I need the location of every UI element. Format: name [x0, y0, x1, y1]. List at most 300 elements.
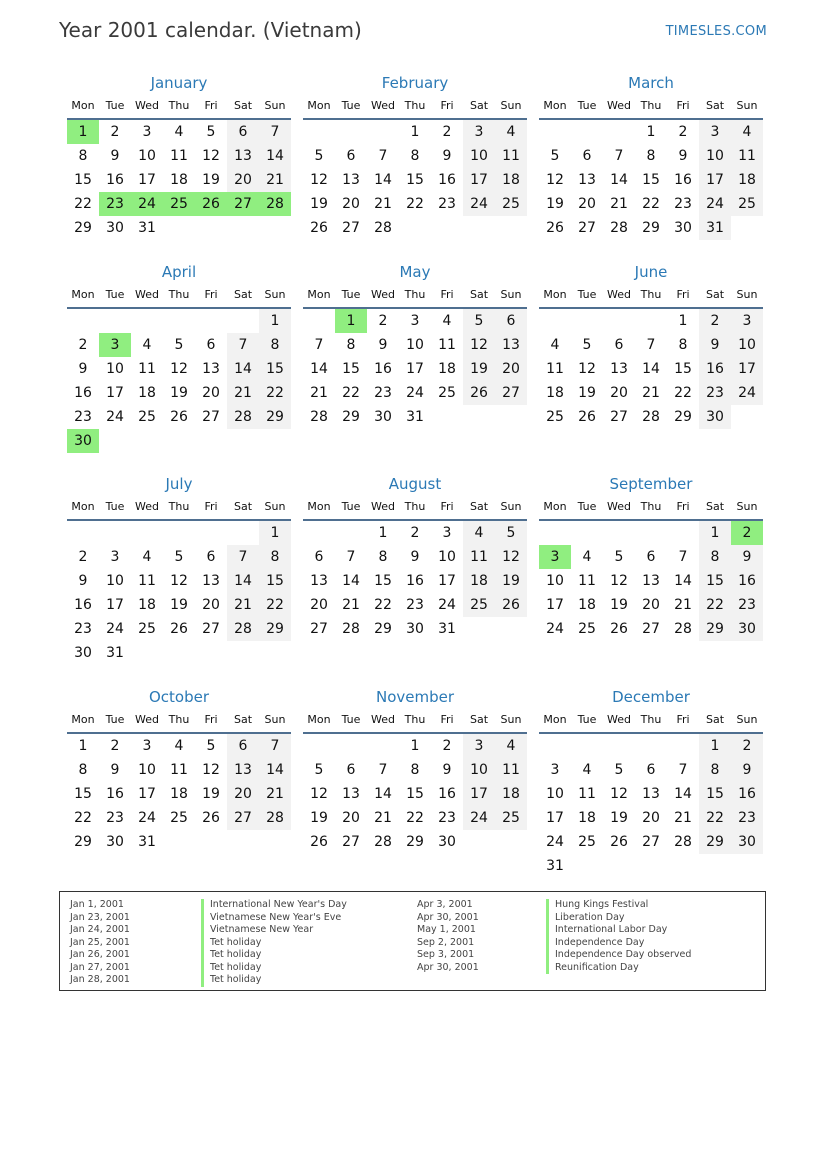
day-cell: 17 — [106, 597, 124, 613]
weekday-label: Mon — [307, 500, 331, 513]
weekday-label: Fri — [676, 500, 690, 513]
day-cell: 14 — [310, 361, 328, 377]
month-may — [303, 261, 527, 429]
weekday-label: Fri — [440, 500, 454, 513]
day-cell: 3 — [142, 738, 152, 754]
day-cell: 17 — [463, 168, 495, 192]
month-october — [67, 686, 291, 854]
day-cell: 13 — [495, 333, 527, 357]
day-cell: 24 — [106, 621, 124, 637]
month-december — [539, 686, 763, 878]
days-grid — [539, 309, 763, 429]
holiday-day-cell: 24 — [131, 192, 163, 216]
day-cell: 27 — [342, 220, 360, 236]
day-cell: 18 — [578, 597, 596, 613]
weekday-label: Wed — [607, 713, 631, 726]
holiday-date: Apr 3, 2001 — [417, 899, 473, 910]
day-cell: 3 — [699, 120, 731, 144]
empty-cell — [163, 521, 195, 545]
weekday-label: Tue — [341, 500, 361, 513]
day-cell: 17 — [138, 786, 156, 802]
weekday-label: Sat — [469, 500, 489, 513]
day-cell: 27 — [642, 621, 660, 637]
weekday-label: Sun — [264, 713, 286, 726]
day-cell: 26 — [310, 220, 328, 236]
day-cell: 28 — [374, 220, 392, 236]
empty-cell — [571, 521, 603, 545]
month-name: March — [628, 74, 674, 92]
day-cell: 12 — [202, 148, 220, 164]
day-cell: 9 — [410, 549, 420, 565]
empty-cell — [335, 734, 367, 758]
weekday-label: Sun — [264, 288, 286, 301]
day-cell: 14 — [227, 569, 259, 593]
weekday-header — [67, 283, 291, 309]
month-march — [539, 72, 763, 240]
weekday-label: Sat — [705, 99, 725, 112]
day-cell: 22 — [374, 597, 392, 613]
day-cell: 18 — [495, 168, 527, 192]
weekday-label: Sat — [469, 99, 489, 112]
empty-cell — [303, 734, 335, 758]
day-cell: 7 — [678, 762, 688, 778]
weekday-label: Tue — [341, 288, 361, 301]
weekday-label: Wed — [607, 99, 631, 112]
empty-cell — [163, 309, 195, 333]
day-cell: 14 — [227, 357, 259, 381]
weekday-label: Thu — [640, 288, 662, 301]
day-cell: 11 — [578, 573, 596, 589]
day-cell: 17 — [438, 573, 456, 589]
day-cell: 6 — [495, 309, 527, 333]
month-name: June — [634, 263, 668, 281]
holiday-date: May 1, 2001 — [417, 924, 476, 935]
day-cell: 22 — [259, 381, 291, 405]
day-cell: 26 — [578, 409, 596, 425]
day-cell: 19 — [202, 786, 220, 802]
day-cell: 3 — [731, 309, 763, 333]
day-cell: 26 — [463, 381, 495, 405]
day-cell: 20 — [202, 385, 220, 401]
weekday-label: Thu — [404, 288, 426, 301]
weekday-label: Wed — [135, 500, 159, 513]
day-cell: 31 — [699, 216, 731, 240]
day-cell: 1 — [410, 124, 420, 140]
empty-cell — [667, 521, 699, 545]
day-cell: 25 — [138, 409, 156, 425]
day-cell: 11 — [731, 144, 763, 168]
day-cell: 21 — [259, 168, 291, 192]
weekday-header — [303, 708, 527, 734]
weekday-label: Sun — [500, 500, 522, 513]
days-grid — [67, 521, 291, 665]
day-cell: 13 — [202, 361, 220, 377]
day-cell: 2 — [731, 734, 763, 758]
day-cell: 15 — [342, 361, 360, 377]
day-cell: 13 — [642, 573, 660, 589]
weekday-header — [539, 94, 763, 120]
day-cell: 14 — [374, 786, 392, 802]
day-cell: 16 — [674, 172, 692, 188]
day-cell: 24 — [106, 409, 124, 425]
day-cell: 21 — [674, 810, 692, 826]
day-cell: 5 — [314, 762, 324, 778]
day-cell: 6 — [314, 549, 324, 565]
empty-cell — [539, 309, 571, 333]
day-cell: 2 — [110, 124, 120, 140]
day-cell: 12 — [310, 786, 328, 802]
weekday-label: Mon — [71, 713, 95, 726]
day-cell: 27 — [310, 621, 328, 637]
holiday-name: Reunification Day — [546, 962, 691, 975]
weekday-label: Tue — [341, 713, 361, 726]
weekday-label: Mon — [543, 288, 567, 301]
weekday-label: Sun — [500, 713, 522, 726]
day-cell: 1 — [678, 313, 688, 329]
weekday-label: Tue — [105, 500, 125, 513]
month-august — [303, 473, 527, 641]
empty-cell — [571, 734, 603, 758]
day-cell: 1 — [259, 521, 291, 545]
weekday-label: Sun — [264, 500, 286, 513]
empty-cell — [67, 309, 99, 333]
holiday-name: Tet holiday — [201, 937, 347, 950]
day-cell: 24 — [546, 621, 564, 637]
day-cell: 28 — [310, 409, 328, 425]
day-cell: 21 — [310, 385, 328, 401]
day-cell: 29 — [74, 220, 92, 236]
day-cell: 13 — [610, 361, 628, 377]
day-cell: 15 — [259, 569, 291, 593]
weekday-label: Thu — [168, 99, 190, 112]
day-cell: 10 — [731, 333, 763, 357]
weekday-label: Sat — [233, 713, 253, 726]
day-cell: 18 — [170, 172, 188, 188]
weekday-label: Wed — [135, 288, 159, 301]
day-cell: 3 — [410, 313, 420, 329]
day-cell: 8 — [410, 762, 420, 778]
month-february — [303, 72, 527, 240]
days-grid — [303, 734, 527, 854]
day-cell: 20 — [642, 810, 660, 826]
day-cell: 28 — [674, 621, 692, 637]
day-cell: 1 — [378, 525, 388, 541]
holidays-legend — [59, 891, 766, 991]
empty-cell — [227, 309, 259, 333]
day-cell: 20 — [495, 357, 527, 381]
day-cell: 10 — [463, 758, 495, 782]
day-cell: 1 — [78, 738, 88, 754]
day-cell: 9 — [699, 333, 731, 357]
weekday-label: Wed — [371, 99, 395, 112]
weekday-label: Wed — [371, 500, 395, 513]
day-cell: 23 — [731, 593, 763, 617]
day-cell: 1 — [699, 734, 731, 758]
day-cell: 11 — [578, 786, 596, 802]
day-cell: 1 — [646, 124, 656, 140]
holiday-dates-column — [417, 899, 479, 974]
day-cell: 22 — [259, 593, 291, 617]
empty-cell — [603, 309, 635, 333]
day-cell: 11 — [495, 758, 527, 782]
month-name: February — [381, 74, 449, 92]
day-cell: 16 — [106, 172, 124, 188]
holiday-day-cell: 28 — [259, 192, 291, 216]
day-cell: 4 — [582, 549, 592, 565]
day-cell: 6 — [206, 337, 216, 353]
day-cell: 23 — [106, 810, 124, 826]
day-cell: 10 — [406, 337, 424, 353]
day-cell: 21 — [227, 381, 259, 405]
weekday-label: Sat — [705, 500, 725, 513]
day-cell: 11 — [138, 361, 156, 377]
day-cell: 29 — [74, 834, 92, 850]
weekday-label: Thu — [404, 99, 426, 112]
weekday-label: Thu — [168, 500, 190, 513]
weekday-header — [303, 495, 527, 521]
day-cell: 15 — [674, 361, 692, 377]
day-cell: 29 — [642, 220, 660, 236]
day-cell: 27 — [227, 806, 259, 830]
holiday-date: Apr 30, 2001 — [417, 911, 479, 923]
day-cell: 22 — [674, 385, 692, 401]
day-cell: 24 — [731, 381, 763, 405]
day-cell: 4 — [442, 313, 452, 329]
day-cell: 17 — [406, 361, 424, 377]
holiday-name: Vietnamese New Year — [201, 924, 347, 937]
day-cell: 5 — [550, 148, 560, 164]
day-cell: 21 — [342, 597, 360, 613]
weekday-label: Wed — [135, 99, 159, 112]
month-january — [67, 72, 291, 240]
day-cell: 13 — [578, 172, 596, 188]
day-cell: 19 — [495, 569, 527, 593]
day-cell: 23 — [406, 597, 424, 613]
day-cell: 4 — [582, 762, 592, 778]
weekday-label: Thu — [640, 713, 662, 726]
weekday-label: Fri — [440, 99, 454, 112]
month-name: November — [375, 688, 455, 706]
weekday-label: Mon — [71, 500, 95, 513]
day-cell: 12 — [463, 333, 495, 357]
weekday-header — [303, 283, 527, 309]
day-cell: 23 — [699, 381, 731, 405]
day-cell: 15 — [259, 357, 291, 381]
day-cell: 23 — [374, 385, 392, 401]
day-cell: 11 — [438, 337, 456, 353]
weekday-label: Mon — [307, 288, 331, 301]
weekday-label: Fri — [440, 713, 454, 726]
day-cell: 21 — [642, 385, 660, 401]
holiday-name: International New Year's Day — [201, 899, 347, 912]
day-cell: 25 — [463, 593, 495, 617]
day-cell: 20 — [227, 168, 259, 192]
weekday-label: Mon — [543, 500, 567, 513]
day-cell: 13 — [202, 573, 220, 589]
holiday-day-cell: 3 — [99, 333, 131, 357]
day-cell: 16 — [374, 361, 392, 377]
day-cell: 6 — [646, 762, 656, 778]
day-cell: 19 — [610, 597, 628, 613]
day-cell: 11 — [463, 545, 495, 569]
day-cell: 22 — [406, 196, 424, 212]
day-cell: 20 — [342, 810, 360, 826]
day-cell: 10 — [106, 361, 124, 377]
day-cell: 2 — [378, 313, 388, 329]
day-cell: 19 — [578, 385, 596, 401]
day-cell: 31 — [138, 834, 156, 850]
weekday-label: Tue — [341, 99, 361, 112]
holiday-date: Jan 23, 2001 — [70, 911, 130, 923]
day-cell: 30 — [106, 834, 124, 850]
day-cell: 27 — [495, 381, 527, 405]
day-cell: 20 — [610, 385, 628, 401]
day-cell: 4 — [174, 738, 184, 754]
month-name: December — [612, 688, 690, 706]
day-cell: 22 — [74, 196, 92, 212]
day-cell: 12 — [546, 172, 564, 188]
weekday-label: Sun — [736, 500, 758, 513]
day-cell: 5 — [582, 337, 592, 353]
day-cell: 31 — [106, 645, 124, 661]
day-cell: 9 — [442, 762, 452, 778]
day-cell: 26 — [610, 621, 628, 637]
weekday-label: Fri — [676, 99, 690, 112]
day-cell: 23 — [674, 196, 692, 212]
day-cell: 12 — [170, 573, 188, 589]
day-cell: 2 — [442, 124, 452, 140]
day-cell: 28 — [610, 220, 628, 236]
day-cell: 7 — [259, 120, 291, 144]
day-cell: 17 — [731, 357, 763, 381]
day-cell: 31 — [406, 409, 424, 425]
day-cell: 25 — [578, 834, 596, 850]
day-cell: 28 — [227, 617, 259, 641]
weekday-label: Sun — [500, 288, 522, 301]
day-cell: 24 — [546, 834, 564, 850]
empty-cell — [303, 120, 335, 144]
day-cell: 25 — [495, 192, 527, 216]
day-cell: 8 — [259, 545, 291, 569]
day-cell: 30 — [74, 645, 92, 661]
weekday-label: Fri — [440, 288, 454, 301]
day-cell: 10 — [106, 573, 124, 589]
day-cell: 7 — [678, 549, 688, 565]
day-cell: 18 — [731, 168, 763, 192]
page-title: Year 2001 calendar. (Vietnam) — [59, 18, 362, 42]
day-cell: 25 — [438, 385, 456, 401]
day-cell: 9 — [442, 148, 452, 164]
day-cell: 15 — [642, 172, 660, 188]
empty-cell — [99, 309, 131, 333]
day-cell: 4 — [495, 734, 527, 758]
day-cell: 28 — [374, 834, 392, 850]
day-cell: 18 — [138, 597, 156, 613]
day-cell: 8 — [346, 337, 356, 353]
weekday-label: Fri — [676, 288, 690, 301]
days-grid — [303, 521, 527, 641]
day-cell: 9 — [78, 573, 88, 589]
day-cell: 20 — [310, 597, 328, 613]
empty-cell — [539, 734, 571, 758]
day-cell: 29 — [699, 617, 731, 641]
day-cell: 8 — [699, 545, 731, 569]
day-cell: 22 — [406, 810, 424, 826]
day-cell: 22 — [642, 196, 660, 212]
day-cell: 2 — [78, 337, 88, 353]
weekday-header — [67, 94, 291, 120]
day-cell: 12 — [610, 786, 628, 802]
day-cell: 30 — [674, 220, 692, 236]
brand-link[interactable]: TIMESLES.COM — [665, 24, 767, 39]
day-cell: 2 — [699, 309, 731, 333]
day-cell: 23 — [74, 409, 92, 425]
day-cell: 28 — [259, 806, 291, 830]
day-cell: 14 — [642, 361, 660, 377]
day-cell: 25 — [731, 192, 763, 216]
day-cell: 15 — [74, 786, 92, 802]
day-cell: 18 — [495, 782, 527, 806]
day-cell: 30 — [374, 409, 392, 425]
day-cell: 26 — [170, 621, 188, 637]
day-cell: 16 — [74, 385, 92, 401]
day-cell: 1 — [259, 309, 291, 333]
holiday-name: Tet holiday — [201, 974, 347, 987]
day-cell: 22 — [74, 810, 92, 826]
weekday-header — [67, 495, 291, 521]
day-cell: 15 — [374, 573, 392, 589]
day-cell: 3 — [463, 734, 495, 758]
day-cell: 14 — [342, 573, 360, 589]
holiday-day-cell: 27 — [227, 192, 259, 216]
weekday-label: Sat — [469, 288, 489, 301]
day-cell: 2 — [110, 738, 120, 754]
day-cell: 10 — [546, 786, 564, 802]
day-cell: 30 — [731, 617, 763, 641]
day-cell: 5 — [206, 738, 216, 754]
day-cell: 4 — [174, 124, 184, 140]
day-cell: 11 — [546, 361, 564, 377]
weekday-label: Sun — [736, 288, 758, 301]
day-cell: 31 — [138, 220, 156, 236]
day-cell: 6 — [614, 337, 624, 353]
day-cell: 6 — [227, 734, 259, 758]
empty-cell — [99, 521, 131, 545]
weekday-label: Sat — [233, 288, 253, 301]
day-cell: 24 — [699, 192, 731, 216]
day-cell: 29 — [406, 834, 424, 850]
day-cell: 13 — [227, 758, 259, 782]
empty-cell — [635, 734, 667, 758]
day-cell: 21 — [259, 782, 291, 806]
weekday-label: Thu — [640, 99, 662, 112]
day-cell: 26 — [495, 593, 527, 617]
day-cell: 6 — [206, 549, 216, 565]
day-cell: 9 — [378, 337, 388, 353]
weekday-label: Sun — [736, 713, 758, 726]
day-cell: 5 — [614, 762, 624, 778]
empty-cell — [603, 120, 635, 144]
day-cell: 24 — [463, 806, 495, 830]
day-cell: 19 — [546, 196, 564, 212]
empty-cell — [603, 521, 635, 545]
day-cell: 13 — [342, 786, 360, 802]
day-cell: 14 — [674, 786, 692, 802]
day-cell: 27 — [202, 621, 220, 637]
day-cell: 1 — [699, 521, 731, 545]
month-june — [539, 261, 763, 429]
days-grid — [539, 521, 763, 641]
